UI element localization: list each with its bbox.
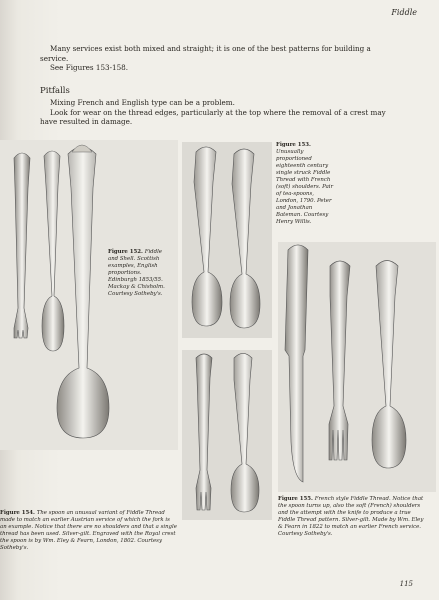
figure-152-label: Figure 152.: [108, 249, 145, 255]
pitfalls-text: [40, 98, 390, 127]
running-header: Fiddle: [391, 8, 417, 17]
figure-152-text: Fiddle and Shell. Scottish examples, English proportions. Edinburgh 1853/55. Mackay & Chisholm. Courtesy Sotheby's.: [108, 249, 165, 297]
figure-154-text: The spoon an unusual variant of Fiddle Thread made to match an earlier Austrian service of which the fork is an example. Notice that there are no shoulders and that a single thread has been used. Silver-gilt. Engraved with the Royal crest the spoon is by Wm. Eley & Fearn, London, 1802. Courtesy Sotheby's.: [0, 510, 177, 551]
figure-155-label: Figure 155.: [278, 496, 315, 502]
figure-155-photo: [278, 242, 436, 492]
figure-154-photo: [182, 350, 272, 520]
pitfalls-paragraph-1: Mixing French and English type can be a problem.: [50, 98, 235, 107]
figure-155-text: French style Fiddle Thread. Notice that the spoon turns up, also the soft (French) shoulders and the attempt with the knife to produce a true Fiddle Thread pattern. Silver-gilt. Made by Wm. Eley & Fearn in 1822 to match an earlier French service. Courtesy Sotheby's.: [278, 496, 424, 537]
pitfalls-paragraph-2: Look for wear on the thread edges, particularly at the top where the removal of a crest may have resulted in damage.: [40, 107, 386, 127]
figure-153-label: Figure 153.: [276, 142, 311, 148]
figure-153-photo: [182, 142, 272, 338]
intro-text: [40, 44, 385, 73]
figure-155-caption: [278, 496, 426, 538]
figure-153-caption: [276, 142, 336, 226]
page-number: 115: [399, 580, 413, 588]
figure-153-text: Unusually proportioned eighteenth century single struck Fiddle Thread with French (soft) shoulders. Pair of tea-spoons, London, 1790. Peter and Jonathan Bateman. Courtesy Henry Willis.: [276, 149, 334, 225]
figure-152-caption: [108, 249, 172, 298]
figure-reference: See Figures 153-158.: [50, 63, 129, 73]
intro-paragraph: Many services exist both mixed and straight; it is one of the best patterns for building a service.: [40, 44, 371, 63]
figure-154-label: Figure 154.: [0, 510, 37, 516]
section-heading: Pitfalls: [40, 86, 70, 96]
figure-154-caption: [0, 510, 178, 552]
